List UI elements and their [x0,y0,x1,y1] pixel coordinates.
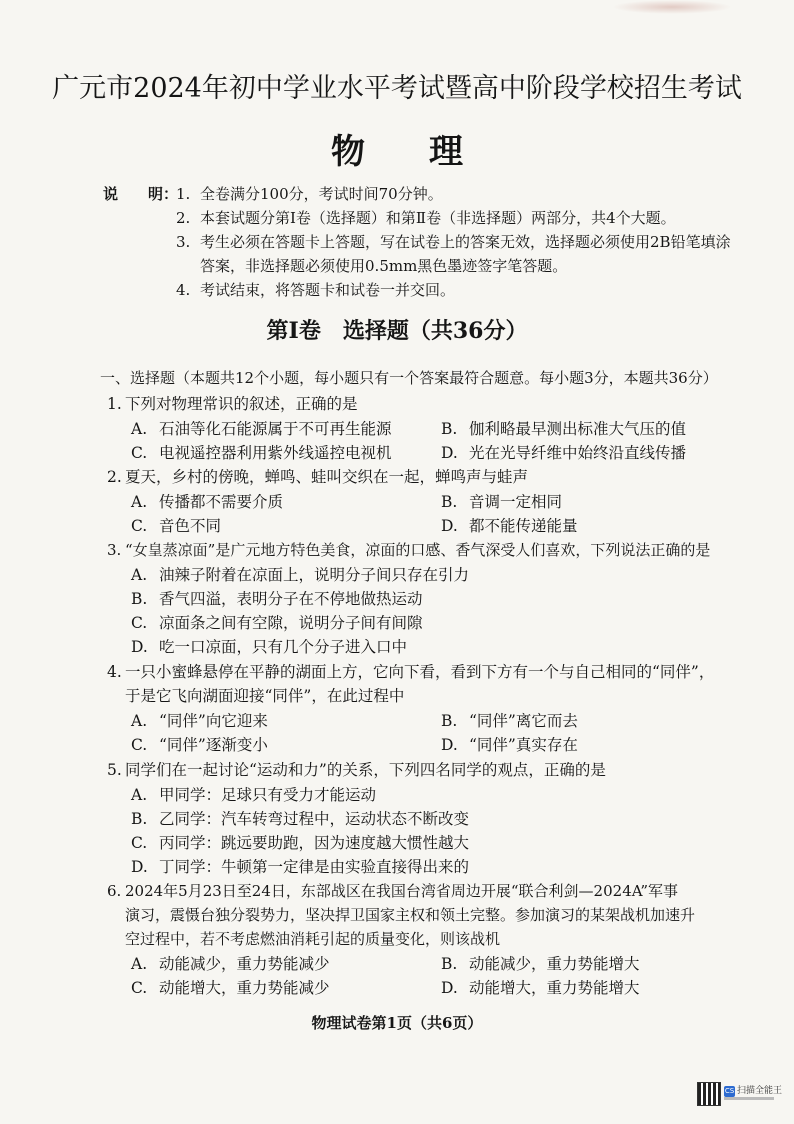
option-letter: A. [131,566,148,584]
question-stem-cont: 演习，震慑台独分裂势力，坚决捍卫国家主权和领土完整。参加演习的某架战机加速升 [125,906,696,924]
option-text: 传播都不需要介质 [159,493,284,511]
option-text: 动能减少，重力势能增大 [469,955,640,973]
option-letter: D. [131,858,148,876]
option-letter: D. [441,517,458,535]
question-number: 2. [107,468,122,486]
question-stem: “女皇蒸凉面”是广元地方特色美食，凉面的口感、香气深受人们喜欢，下列说法正确的是 [125,541,711,559]
question-number: 1. [107,395,122,413]
option-b [131,807,469,831]
option-letter: C. [131,979,148,997]
question-stem: 一只小蜜蜂悬停在平静的湖面上方，它向下看，看到下方有一个与自己相同的“同伴”， [125,663,715,681]
option-text: 音调一定相同 [469,493,563,511]
option-c [131,441,392,465]
option-d [441,976,640,1000]
option-text: “同伴”离它而去 [469,712,578,730]
scanner-logo-icon: CS [724,1087,735,1095]
option-letter: A. [131,493,148,511]
option-text: 丙同学：跳远要助跑，因为速度越大惯性越大 [159,834,470,852]
option-d [441,733,578,757]
section-title-volume: 第Ⅰ卷 [266,318,321,344]
option-text: 都不能传递能量 [469,517,578,535]
qr-code-icon [697,1082,721,1106]
option-c [131,514,221,538]
option-letter: B. [441,955,458,973]
option-text: “同伴”向它迎来 [159,712,268,730]
option-text: 油辣子附着在凉面上，说明分子间只存在引力 [159,566,470,584]
question-number: 6. [107,882,122,900]
part-heading: 一、选择题（本题共12个小题，每小题只有一个答案最符合题意。每小题3分，本题共36分） [100,369,718,387]
option-text: “同伴”真实存在 [469,736,578,754]
question-stem: 夏天，乡村的傍晚，蝉鸣、蛙叫交织在一起，蝉鸣声与蛙声 [125,468,529,486]
note-item [176,230,736,278]
option-letter: A. [131,420,148,438]
option-text: 石油等化石能源属于不可再生能源 [159,420,392,438]
option-c [131,611,423,635]
option-letter: A. [131,955,148,973]
option-letter: B. [441,712,458,730]
section-title [0,314,794,345]
option-d [441,514,578,538]
question-stem-cont: 于是它飞向湖面迎接“同伴”，在此过程中 [125,687,405,705]
option-a [131,783,376,807]
subject-char-2: 理 [429,132,463,172]
question-5 [107,758,717,782]
section-title-type: 选择题（共36分） [342,318,528,344]
option-a [131,709,268,733]
option-letter: B. [131,810,148,828]
option-letter: C. [131,444,148,462]
question-stem: 同学们在一起讨论“运动和力”的关系，下列四名同学的观点，正确的是 [125,761,606,779]
option-text: 动能增大，重力势能增大 [469,979,640,997]
note-number: 1. [176,185,191,203]
question-stem: 下列对物理常识的叙述，正确的是 [125,395,358,413]
option-c [131,733,268,757]
option-text: 动能减少，重力势能减少 [159,955,330,973]
option-text: 电视遥控器利用紫外线遥控电视机 [159,444,392,462]
note-text: 考试结束，将答题卡和试卷一并交回。 [200,281,456,299]
option-letter: D. [441,979,458,997]
question-number: 4. [107,663,122,681]
option-c [131,831,469,855]
option-d [131,855,469,879]
option-letter: D. [441,444,458,462]
option-b [441,490,562,514]
option-letter: B. [441,420,458,438]
note-item [176,278,736,302]
option-b [131,587,423,611]
option-letter: B. [441,493,458,511]
option-d [441,441,686,465]
option-text: 动能增大，重力势能减少 [159,979,330,997]
option-a [131,563,469,587]
option-text: 凉面条之间有空隙，说明分子间有间隙 [159,614,423,632]
option-letter: D. [131,638,148,656]
option-letter: A. [131,786,148,804]
option-c [131,976,330,1000]
question-2 [107,465,717,489]
scanner-brand-text: 扫描全能王 [737,1086,783,1096]
notes-list [176,182,736,302]
option-a [131,952,330,976]
option-text: 甲同学：足球只有受力才能运动 [159,786,377,804]
scanner-watermark [724,1083,782,1097]
note-text: 本套试题分第Ⅰ卷（选择题）和第Ⅱ卷（非选择题）两部分，共4个大题。 [200,209,676,227]
option-text: “同伴”逐渐变小 [159,736,268,754]
question-number: 3. [107,541,122,559]
notes-label-1: 说 [103,185,119,203]
option-letter: C. [131,736,148,754]
note-number: 4. [176,281,191,299]
option-text: 光在光导纤维中始终沿直线传播 [469,444,687,462]
note-number: 3. [176,233,191,251]
scan-smudge [612,0,732,14]
exam-title: 广元市2024年初中学业水平考试暨高中阶段学校招生考试 [52,73,742,104]
question-stem: 2024年5月23日至24日，东部战区在我国台湾省周边开展“联合利剑—2024A”军事 [125,882,679,900]
option-text: 吃一口凉面，只有几个分子进入口中 [159,638,408,656]
notes-label [103,183,178,204]
option-text: 香气四溢，表明分子在不停地做热运动 [159,590,423,608]
option-letter: C. [131,834,148,852]
note-text: 全卷满分100分，考试时间70分钟。 [200,185,443,203]
option-letter: A. [131,712,148,730]
note-number: 2. [176,209,191,227]
question-3 [107,538,747,562]
question-stem-cont: 空过程中，若不考虑燃油消耗引起的质量变化，则该战机 [125,930,501,948]
option-text: 丁同学：牛顿第一定律是由实验直接得出来的 [159,858,470,876]
option-a [131,490,283,514]
option-text: 音色不同 [159,517,222,535]
option-text: 伽利略最早测出标准大气压的值 [469,420,687,438]
subject-char-1: 物 [331,132,365,172]
option-letter: B. [131,590,148,608]
option-letter: C. [131,517,148,535]
option-a [131,417,392,441]
option-b [441,417,686,441]
note-text: 考生必须在答题卡上答题，写在试卷上的答案无效，选择题必须使用2B铅笔填涂答案，非选择题必须使用0.5mm黑色墨迹签字笔答题。 [200,233,731,275]
notes-label-2: 明： [148,185,179,203]
question-6 [107,879,747,951]
option-letter: C. [131,614,148,632]
question-4 [107,660,747,708]
note-item [176,182,736,206]
page-footer: 物理试卷第1页（共6页） [311,1014,483,1032]
option-letter: D. [441,736,458,754]
scanner-subline [724,1097,774,1100]
option-d [131,635,407,659]
option-text: 乙同学：汽车转弯过程中，运动状态不断改变 [159,810,470,828]
question-1 [107,392,717,416]
note-item [176,206,736,230]
question-number: 5. [107,761,122,779]
option-b [441,709,578,733]
subject-title [0,124,794,173]
option-b [441,952,640,976]
